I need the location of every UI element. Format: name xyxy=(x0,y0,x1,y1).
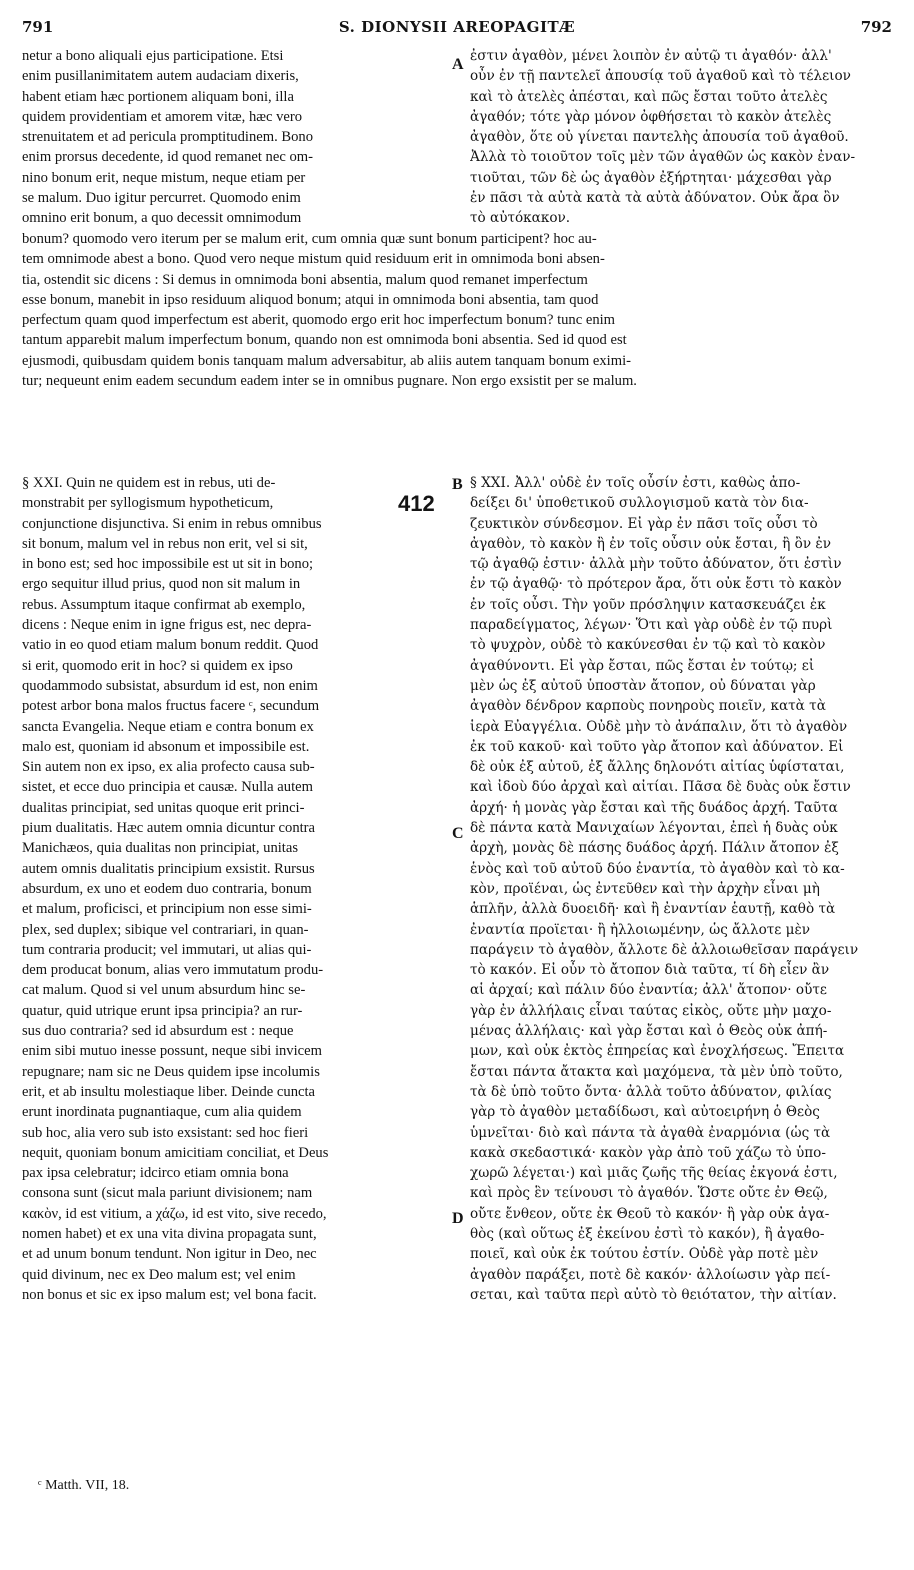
latin-text-line: dem producat bonum, alias vero immutatum produ- xyxy=(22,962,324,979)
greek-text-line: μένας ἀλλήλαις· καὶ γὰρ ἔσται καὶ ὁ Θεὸς οὐκ ἀπή- xyxy=(470,1023,828,1040)
latin-text-line: tum contraria producit; vel immutari, ut alias qui- xyxy=(22,941,312,958)
latin-text-line: nomen habet) et ex una vita divina propagata sunt, xyxy=(22,1225,317,1242)
greek-text-line: ἐναντία προϊεται· ἢ ἠλλοιωμένην, ὡς ἄλλοτε μὲν xyxy=(470,921,811,938)
latin-text-line: conjunctione disjunctiva. Si enim in rebus omnibus xyxy=(22,515,322,532)
latin-column-lower xyxy=(22,473,444,1305)
greek-text-line: οὖν ἐν τῇ παντελεῖ ἀπουσίᾳ τοῦ ἀγαθοῦ καὶ τὸ τέλειον xyxy=(470,68,851,85)
latin-text-line: quidem providentiam et amorem vitæ, hæc vero xyxy=(22,108,303,125)
greek-text-line: § XXI. Ἀλλ' οὐδὲ ἐν τοῖς οὖσίν ἐστι, καθὼς ἀπο- xyxy=(470,475,801,491)
margin-marker-a: A xyxy=(452,56,464,73)
greek-text-line: δὲ οὐκ ἐξ αὐτοῦ, ἐξ ἄλλης δηλονότι αἰτίας ὑφίσταται, xyxy=(470,759,845,776)
greek-text-line: γὰρ τὸ ἀγαθὸν μεταδίδωσι, καὶ αὐτοειρήνη ὁ Θεὸς xyxy=(470,1104,820,1121)
latin-text-line: omnino erit bonum, a quo decessit omnimodum xyxy=(22,210,302,227)
latin-text-line: monstrabit per syllogismum hypotheticum, xyxy=(22,495,274,512)
greek-text-line: ἐκ τοῦ κακοῦ· καὶ τοῦτο γὰρ ἄτοπον καὶ ἀδύνατον. Εἰ xyxy=(470,738,844,755)
latin-text-line: et malum, proficisci, et principium non esse simi- xyxy=(22,901,312,918)
latin-text-line: consona sunt (sicut mala pariunt divisionem; nam xyxy=(22,1185,313,1202)
left-page-number: 791 xyxy=(22,18,54,36)
greek-text-line: τὸ ψυχρὸν, οὐδὲ τὸ κακύνεσθαι ἐν τῷ καὶ τὸ κακὸν xyxy=(470,637,826,654)
greek-text-line: αἱ ἀρχαί; καὶ πάλιν δύο ἐναντία; ἀλλ' ἄτοπον· οὔτε xyxy=(470,982,827,999)
greek-text-line: ἀγαθὸν, τὸ κακὸν ἢ ἐν τοῖς οὖσιν οὐκ ἔσται, ἢ ὂν ἐν xyxy=(470,535,831,552)
greek-text-line: ἀγαθύνοντι. Εἰ γὰρ ἔσται, πῶς ἔσται ἐν τούτῳ; εἰ xyxy=(470,657,815,674)
margin-marker-d: D xyxy=(452,1210,464,1227)
latin-text-line: tur; nequeunt enim eadem secundum eadem inter se in omnibus pugnare. Non ergo exsistit per se malum. xyxy=(22,373,637,390)
greek-text-line: μὲν ὡς ἐξ αὐτοῦ ὑποστὰν ἄτοπον, οὐ δύναται γὰρ xyxy=(470,677,816,694)
latin-text-line: erunt inordinata pugnantiaque, cum alia quidem xyxy=(22,1104,302,1121)
latin-text-line: § XXI. Quin ne quidem est in rebus, uti de- xyxy=(22,475,276,491)
latin-text-line: si erit, quomodo erit in hoc? si quidem ex ipso xyxy=(22,657,293,674)
latin-text-line: quid divinum, nec ex Deo malum est; vel enim xyxy=(22,1266,296,1283)
greek-text-line: ἀρχὴ, μονὰς δὲ πάσης δυάδος ἀρχή. Πάλιν ἄτοπον ἐξ xyxy=(470,840,839,857)
greek-text-line: δὲ πάντα κατὰ Μανιχαίων λέγονται, ἐπεὶ ἡ δυὰς οὐκ xyxy=(470,820,838,837)
latin-text-line: tantum apparebit malum imperfectum bonum, quando non est omnimoda boni absentia. Sed id quod est xyxy=(22,332,627,349)
greek-text-line: χωρῶ λέγεται·) καὶ μιᾶς ζωῆς τῆς θείας ἐκγονά ἐστι, xyxy=(470,1165,838,1182)
greek-text-line: ἀγαθὸν, ὅτε οὐ γίνεται παντελὴς ἀπουσία τοῦ ἀγαθοῦ. xyxy=(470,129,849,146)
latin-text-line: strenuitatem et ad pericula promptitudinem. Bono xyxy=(22,129,313,146)
latin-text-line: sit bonum, malum vel in rebus non erit, vel si sit, xyxy=(22,535,308,552)
greek-text-line: Ἀλλὰ τὸ τοιοῦτον τοῖς μὲν τῶν ἀγαθῶν ὡς κακὸν ἐναν- xyxy=(470,149,856,166)
latin-text-line: non bonus et sic ex ipso malum est; vel bona facit. xyxy=(22,1286,317,1303)
latin-text-line: plex, sed duplex; sibique vel contrariari, in quan- xyxy=(22,921,309,938)
greek-text-line: ζευκτικὸν σύνδεσμον. Εἰ γὰρ ἐν πᾶσι τοῖς οὖσι τὸ xyxy=(470,515,818,532)
footnote: ᶜ Matth. VII, 18. xyxy=(38,1478,130,1493)
greek-text-line: ἁπλῆν, ἀλλὰ δυοειδῆ· καὶ ἢ ἐναντίαν ἑαυτῇ, καθὸ τὰ xyxy=(470,901,836,918)
latin-full-width-paragraph xyxy=(22,229,892,391)
latin-text-line: dicens : Neque enim in igne frigus est, nec depra- xyxy=(22,617,312,634)
margin-marker-b: B xyxy=(452,476,463,493)
latin-text-line: habent etiam hæc portionem aliquam boni, illa xyxy=(22,88,294,105)
latin-text-line: enim sibi mutuo inesse possunt, neque sibi invicem xyxy=(22,1043,322,1060)
latin-text-line: in bono est; sed hoc impossibile est ut sit in bono; xyxy=(22,556,314,573)
running-header xyxy=(22,18,892,40)
greek-text-line: κακὰ σκεδαστικά· κακὸν γὰρ ἀπὸ τοῦ χάζω τὸ ὑπο- xyxy=(470,1144,826,1161)
greek-text-line: ἐν πᾶσι τὰ αὐτὰ κατὰ τὰ αὐτὰ ἀδύνατον. Οὐκ ἄρα ὂν xyxy=(470,190,840,207)
greek-text-line: κὸν, προϊέναι, ὡς ἐντεῦθεν καὶ τὴν ἀρχὴν εἶναι μὴ xyxy=(470,880,820,897)
greek-text-line: μων, καὶ οὐκ ἐκτὸς ἐπηρείας καὶ ἐνοχλήσεως. Ἔπειτα xyxy=(470,1043,845,1060)
latin-text-line: enim pusillanimitatem autem audaciam dixeris, xyxy=(22,68,299,85)
greek-text-line: παράγειν τὸ ἀγαθὸν, ἄλλοτε δὲ ἀλλοιωθεῖσαν παράγειν xyxy=(470,941,859,958)
latin-text-line: vatio in eo quod etiam malum bonum reddit. Quod xyxy=(22,637,319,654)
greek-text-line: ἀγαθὸν δένδρον καρποὺς πονηροὺς ποιεῖν, κατὰ τὰ xyxy=(470,698,826,715)
greek-text-line: τῷ ἀγαθῷ ἐστιν· ἀλλὰ μὴν τοῦτο ἀδύνατον, ὅτι ἐστὶν xyxy=(470,556,842,573)
greek-text-line: ἐστιν ἀγαθὸν, μένει λοιπὸν ἐν αὐτῷ τι ἀγαθόν· ἀλλ' xyxy=(470,48,832,64)
latin-text-line: sub hoc, alia vero sub isto exsistant: sed hoc fieri xyxy=(22,1124,309,1141)
latin-text-line: tem omnimode abest a bono. Quod vero neque mistum quid residuum erit in omnimoda boni absen- xyxy=(22,251,605,268)
latin-text-line: erit, et ab insultu molestiaque liber. Deinde cuncta xyxy=(22,1083,316,1100)
latin-text-line: quatur, quid utrique erunt ipsa principia? an rur- xyxy=(22,1002,303,1019)
latin-text-line: bonum? quomodo vero iterum per se malum erit, cum omnia quæ sunt bonum participent? hoc au- xyxy=(22,231,597,247)
greek-text-line: ἀρχή· ἡ μονὰς γὰρ ἔσται καὶ τῆς δυάδος ἀρχή. Ταῦτα xyxy=(470,799,838,816)
latin-text-line: tia, ostendit sic dicens : Si demus in omnimoda boni absentia, malum quod remanet imperfectum xyxy=(22,271,588,288)
greek-text-line: γὰρ ἐν ἀλλήλαις εἶναι ταύτας εἰκὸς, οὔτε μὴν μαχο- xyxy=(470,1002,832,1019)
latin-text-line: nequit, quoniam bonum amicitiam conciliat, et Deus xyxy=(22,1144,329,1161)
latin-text-line: dualitas principiat, sed unitas quoque erit princi- xyxy=(22,799,305,816)
latin-text-line: ejusmodi, quibusdam quidem bonis tanquam malum adversabitur, ab aliis autem tanquam bonum eximi- xyxy=(22,352,631,369)
latin-text-line: enim prorsus decedente, id quod remanet nec om- xyxy=(22,149,313,166)
greek-text-line: ποιεῖ, καὶ οὐκ ἐκ τούτου ἐστίν. Οὐδὲ γὰρ ποτὲ μὲν xyxy=(470,1246,819,1263)
greek-text-line: ἐν τῷ ἀγαθῷ· τὸ πρότερον ἄρα, ὅτι οὐκ ἔστι τὸ κακὸν xyxy=(470,576,842,593)
latin-column-top xyxy=(22,46,444,229)
latin-text-line: potest arbor bona malos fructus facere ᶜ, secundum xyxy=(22,698,320,715)
greek-text-line: καὶ τὸ ἀτελὲς ἀπέσται, καὶ πῶς ἔσται τοῦτο ἀτελὲς xyxy=(470,88,828,105)
greek-text-line: καὶ πρὸς ἓν τείνουσι τὸ ἀγαθόν. Ὥστε οὔτε ἐν Θεῷ, xyxy=(470,1185,828,1202)
latin-text-line: perfectum quam quod imperfectum est aberit, quomodo ergo erit hoc imperfectum bonum? tunc enim xyxy=(22,312,616,329)
latin-text-line: pax ipsa celebratur; idcirco etiam omnia bona xyxy=(22,1165,289,1182)
greek-text-line: θὸς (καὶ οὕτως ἐξ ἐκείνου ἐστὶ τὸ κακόν), ἢ ἀγαθο- xyxy=(470,1225,825,1242)
latin-text-line: autem omnis dualitatis principium exsistit. Rursus xyxy=(22,860,315,877)
latin-text-line: sus duo contraria? sed id absurdum est : neque xyxy=(22,1023,294,1040)
greek-text-line: οὔτε ἔνθεον, οὔτε ἐκ Θεοῦ τὸ κακόν· ἢ γὰρ οὐκ ἀγα- xyxy=(470,1205,830,1222)
greek-text-line: τὰ δὲ ὑπὸ τοῦτο ὄντα· ἀλλὰ τοῦτο ἀδύνατον, φιλίας xyxy=(470,1083,832,1100)
greek-text-line: ἀγαθόν; τότε γὰρ μόνον ὀφθήσεται τὸ κακὸν ἀτελὲς xyxy=(470,108,832,125)
latin-text-line: absurdum, ex uno et eodem duo contraria, bonum xyxy=(22,880,312,897)
latin-text-line: pium dualitatis. Hæc autem omnia dicuntur contra xyxy=(22,820,316,837)
latin-text-line: sistet, et ecce duo principia et causæ. Nulla autem xyxy=(22,779,313,796)
greek-text-line: ἔσται πάντα ἄτακτα καὶ μαχόμενα, τὰ μὲν ὑπὸ τοῦτο, xyxy=(470,1063,843,1080)
latin-text-line: et ad unum bonum tendunt. Non igitur in Deo, nec xyxy=(22,1246,317,1263)
running-title: S. DIONYSII AREOPAGITÆ xyxy=(338,18,576,36)
greek-column-top xyxy=(470,46,892,229)
greek-text-line: παραδείγματος, λέγων· Ὅτι καὶ γὰρ οὐδὲ ἐν τῷ πυρὶ xyxy=(470,617,833,634)
latin-text-line: nino bonum erit, neque mistum, neque etiam per xyxy=(22,169,306,186)
greek-text-line: σεται, καὶ ταῦτα περὶ αὐτὸ τὸ θειότατον, τὴν αἰτίαν. xyxy=(470,1286,837,1303)
latin-text-line: ergo sequitur illud prius, quod non sit malum in xyxy=(22,576,301,593)
greek-text-line: τιοῦται, τῶν δὲ ὡς ἀγαθὸν ἐξήρτηται· μάχεσθαι γὰρ xyxy=(470,169,832,186)
greek-text-line: δείξει δι' ὑποθετικοῦ συλλογισμοῦ κατὰ τὸν δια- xyxy=(470,495,809,512)
latin-text-line: se malum. Duo igitur percurret. Quomodo enim xyxy=(22,190,301,207)
margin-number-412: 412 xyxy=(398,491,435,516)
latin-text-line: malo est, quoniam id absonum et impossibile est. xyxy=(22,738,310,755)
latin-text-line: netur a bono aliquali ejus participatione. Etsi xyxy=(22,48,284,64)
greek-text-line: ἱερὰ Εὐαγγέλια. Οὐδὲ μὴν τὸ ἀνάπαλιν, ὅτι τὸ ἀγαθὸν xyxy=(470,718,848,735)
latin-text-line: esse bonum, manebit in ipso residuum aliquod bonum; atqui in omnimoda boni absentia, tam quod xyxy=(22,291,599,308)
latin-text-line: quodammodo subsistat, absurdum id est, non enim xyxy=(22,677,318,694)
latin-text-line: Manichæos, quia dualitas non principiat, unitas xyxy=(22,840,299,857)
latin-text-line: cat malum. Quod si vel unum absurdum hinc se- xyxy=(22,982,306,999)
greek-text-line: τὸ κακόν. Εἰ οὖν τὸ ἄτοπον διὰ ταῦτα, τί δὴ εἶεν ἂν xyxy=(470,962,830,979)
latin-text-line: Sin autem non ex ipso, ex alia profecto causa sub- xyxy=(22,759,315,776)
greek-text-line: ἐν τοῖς οὖσι. Τὴν γοῦν πρόσληψιν κατασκευάζει ἐκ xyxy=(470,596,826,613)
latin-text-line: rebus. Assumptum itaque confirmat ab exemplo, xyxy=(22,596,306,613)
greek-column-lower xyxy=(470,473,892,1305)
margin-marker-c: C xyxy=(452,825,464,842)
latin-text-line: κακὸν, id est vitium, a χάζω, id est vito, sive recedo, xyxy=(22,1205,327,1222)
latin-text-line: repugnare; nam sic ne Deus quidem ipse incolumis xyxy=(22,1063,320,1080)
right-page-number: 792 xyxy=(860,18,892,36)
latin-text-line: sancta Evangelia. Neque etiam e contra bonum ex xyxy=(22,718,314,735)
greek-text-line: ἑνὸς καὶ τοῦ αὐτοῦ δύο ἐναντία, τὸ ἀγαθὸν καὶ τὸ κα- xyxy=(470,860,845,877)
greek-text-line: καὶ ἰδοὺ δύο ἀρχαὶ καὶ αἰτίαι. Πᾶσα δὲ δυὰς οὐκ ἔστιν xyxy=(470,779,851,796)
greek-text-line: ἀγαθὸν παράξει, ποτὲ δὲ κακόν· ἀλλοίωσιν γὰρ πεί- xyxy=(470,1266,831,1283)
greek-text-line: τὸ αὐτόκακον. xyxy=(470,210,571,227)
greek-text-line: ὑμνεῖται· διὸ καὶ πάντα τὰ ἀγαθὰ ἐναρμόνια (ὡς τὰ xyxy=(470,1124,831,1141)
